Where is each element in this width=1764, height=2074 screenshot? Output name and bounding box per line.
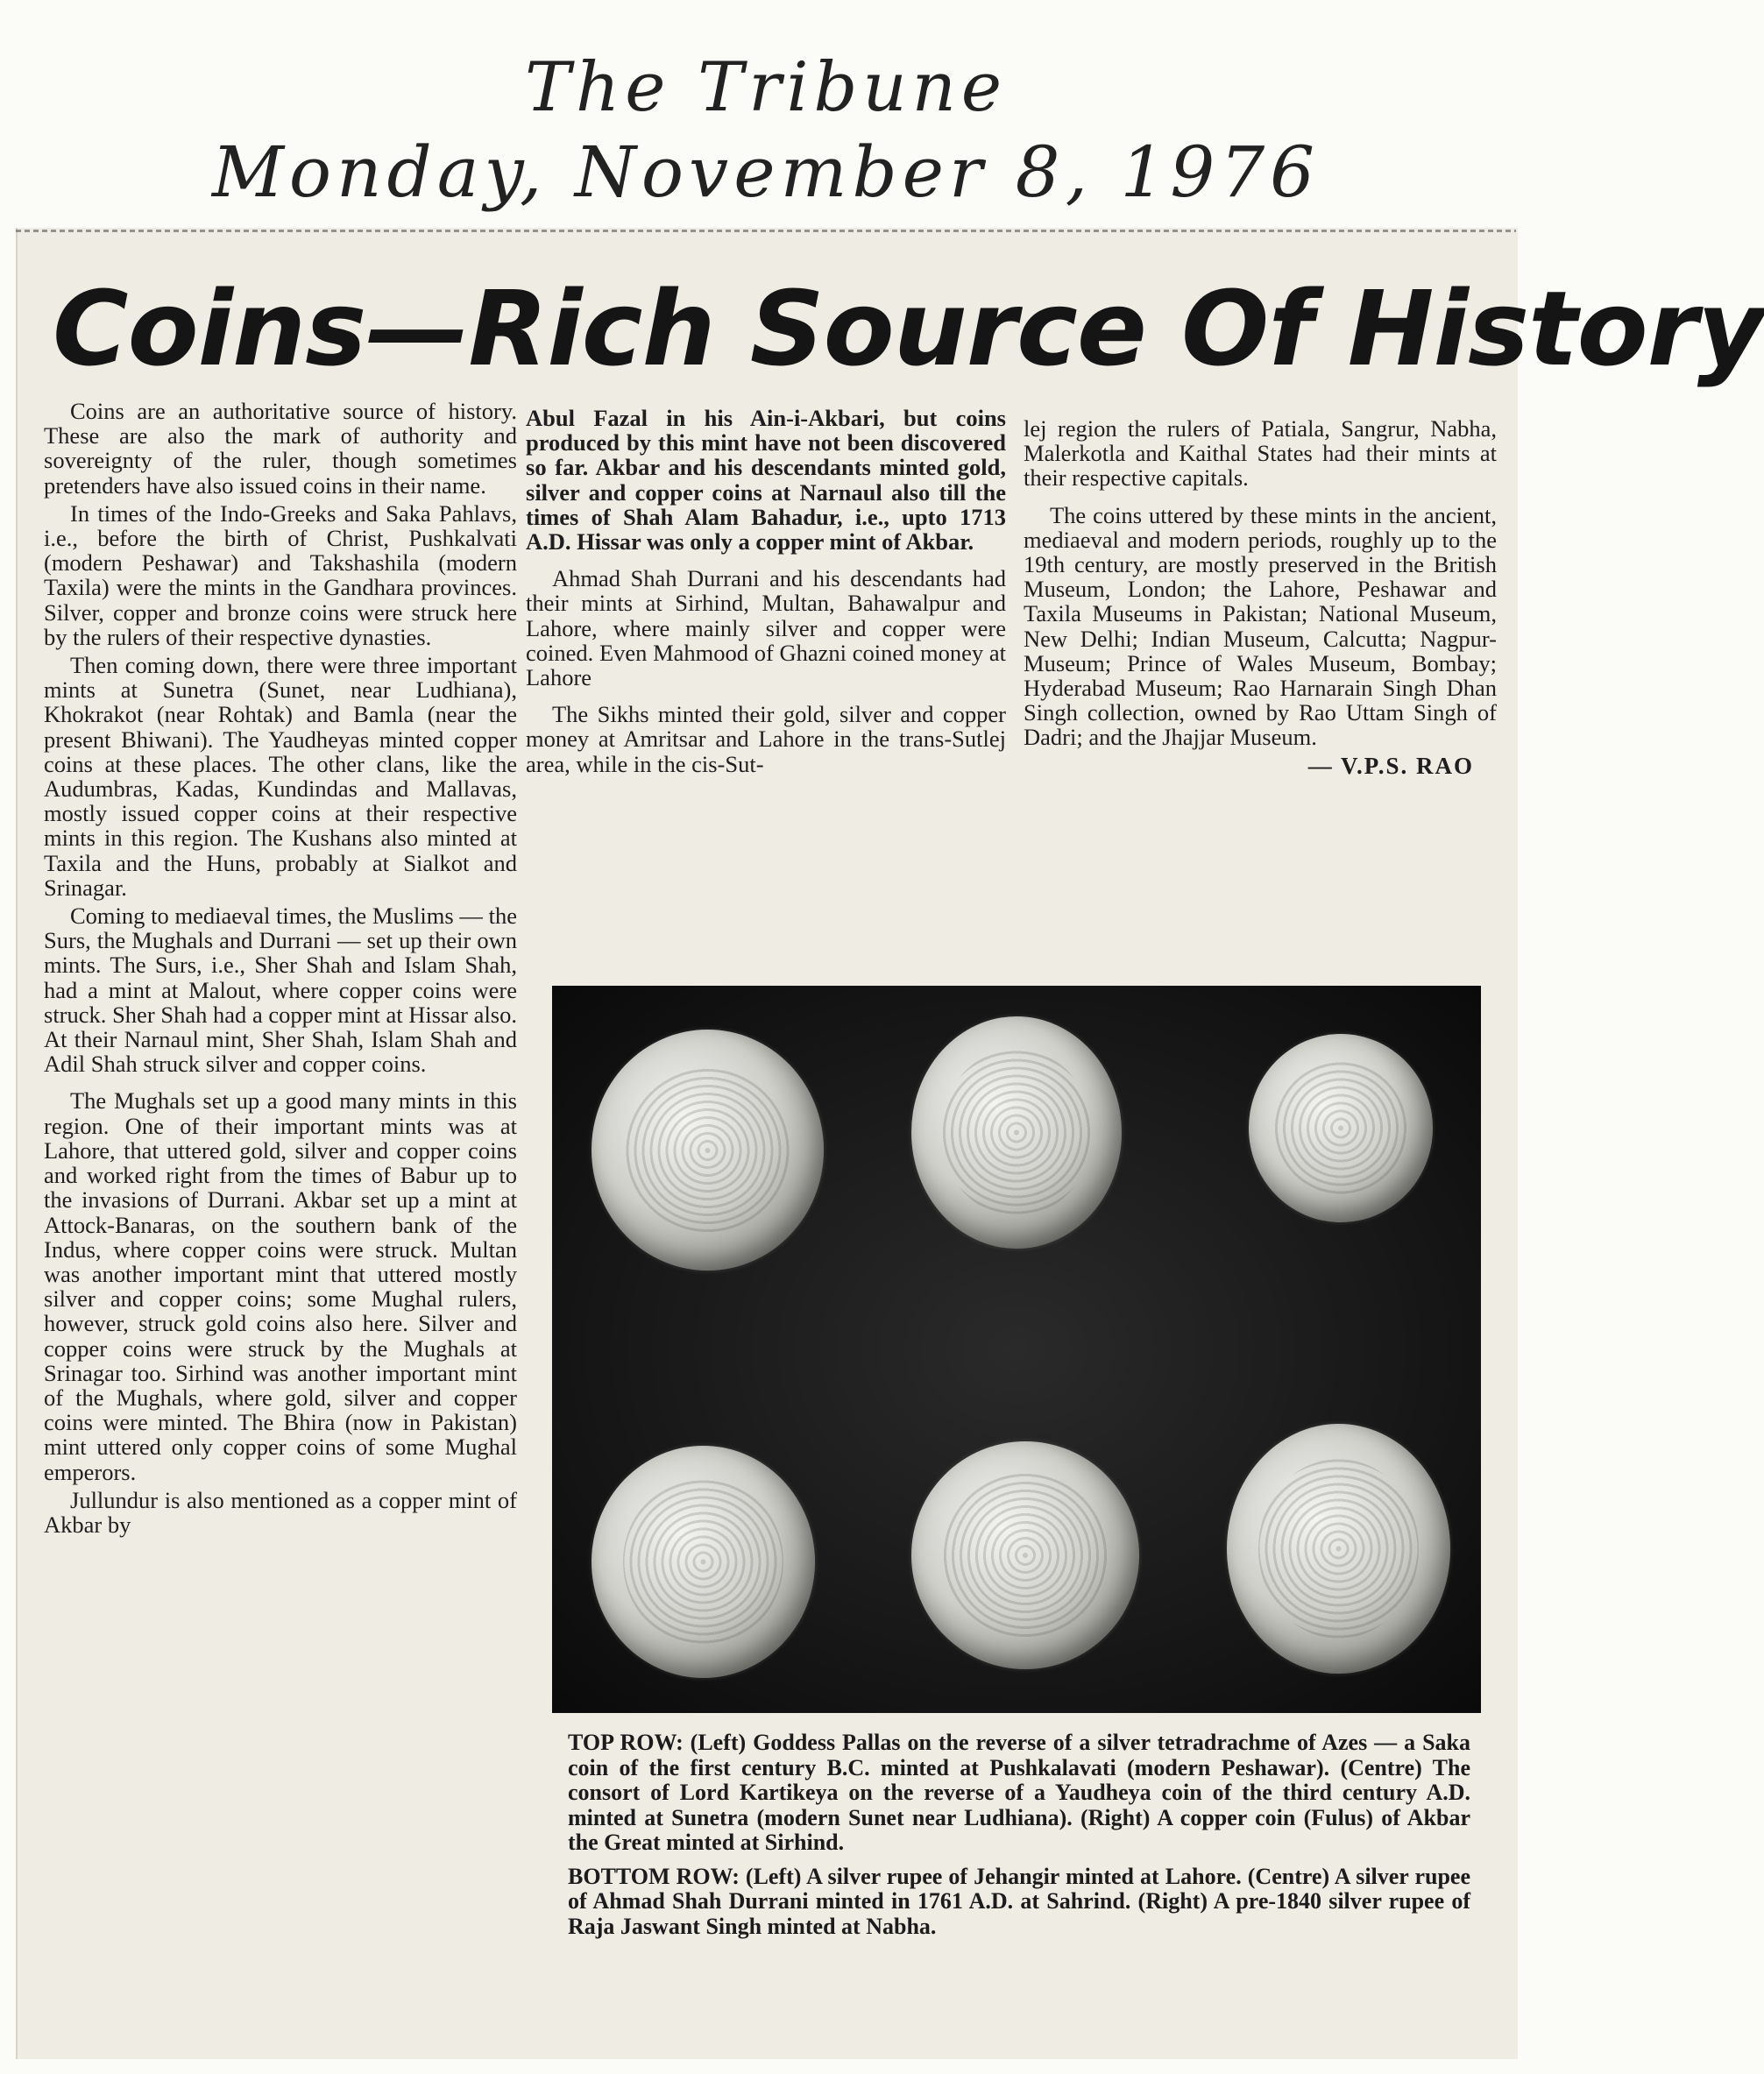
paragraph: Ahmad Shah Durrani and his descendants had their mints at Sirhind, Multan, Bahawalpur and Lahore, where mainly silver and copper were coined. Even Mahmood of Ghazni coined money at Lahore xyxy=(526,565,1006,691)
coin-jehangir-rupee xyxy=(592,1446,815,1678)
clipping-top-rule xyxy=(16,230,1516,232)
coin-durrani-rupee xyxy=(911,1441,1139,1669)
author-byline: — V.P.S. RAO xyxy=(1307,752,1474,779)
article-column-3 xyxy=(1024,416,1497,778)
article-headline: Coins—Rich Source Of History xyxy=(53,268,1764,389)
caption-bottom-row: BOTTOM ROW: (Left) A silver rupee of Jehangir minted at Lahore. (Centre) A silver rupee of Ahmad Shah Durrani minted in 1761 A.D. at Sahrind. (Right) A pre-1840 silver rupee of Raja Jaswant Singh minted at Nabha. xyxy=(568,1863,1470,1939)
paragraph: The Mughals set up a good many mints in this region. One of their important mints was at Lahore, that uttered gold, silver and copper coins and worked right from the times of Babur up to the invasions of Durrani. Akbar set up a mint at Attock-Banaras, on the southern bank of the Indus, where copper coins were struck. Multan was another important mint that uttered mostly silver and copper coins; some Mughal rulers, however, struck gold coins also here. Silver and copper coins were struck by the Mughals at Srinagar too. Sirhind was another important mint of the Mughals, where gold, silver and copper coins were minted. The Bhira (now in Pakistan) mint uttered only copper coins of some Mughal emperors. xyxy=(44,1087,517,1485)
coin-azes-tetradrachme xyxy=(592,1030,824,1271)
paragraph: In times of the Indo-Greeks and Saka Pahlavs, i.e., before the birth of Christ, Pushkalvati (modern Peshawar) and Takshashila (modern Taxila) were the mints in the Gandhara provinces. Silver, copper and bronze coins were struck here by the rulers of their respective dynasties. xyxy=(44,499,517,650)
handwritten-date: Monday, November 8, 1976 xyxy=(211,131,1321,213)
paragraph: Then coming down, there were three important mints at Sunetra (Sunet, near Ludhiana), Khokrakot (near Rohtak) and Bamla (near the present Bhiwani). The Yaudheyas minted copper coins at these places. The other clans, like the Audumbras, Kadas, Kundindas and Mallavas, mostly issued copper coins at their respective mints in this region. The Kushans also minted at Taxila and the Huns, probably at Sialkot and Srinagar. xyxy=(44,652,517,901)
article-column-1 xyxy=(44,399,517,1540)
paragraph-bold: Abul Fazal in his Ain-i-Akbari, but coins produced by this mint have not been discovered so far. Akbar and his descendants minted gold, silver and copper coins at Narnaul also till the times of Shah Alam Bahadur, i.e., upto 1713 A.D. Hissar was only a copper mint of Akbar. xyxy=(526,405,1006,556)
handwritten-newspaper-name: The Tribune xyxy=(524,48,1008,127)
caption-top-row: TOP ROW: (Left) Goddess Pallas on the reverse of a silver tetradrachme of Azes — a Saka coin of the first century B.C. minted at Pushkalavati (modern Peshawar). (Centre) The consort of Lord Kartikeya on the reverse of a Yaudheya coin of the third century A.D. minted at Sunetra (modern Sunet near Ludhiana). (Right) A copper coin (Fulus) of Akbar the Great minted at Sirhind. xyxy=(568,1730,1470,1855)
paragraph: The coins uttered by these mints in the ancient, mediaeval and modern periods, roughly up to the 19th century, are mostly preserved in the British Museum, London; the Lahore, Peshawar and Taxila Museums in Pakistan; National Museum, New Delhi; Indian Museum, Calcutta; Nagpur-Museum; Prince of Wales Museum, Bombay; Hyderabad Museum; Rao Harnarain Singh Dhan Singh collection, owned by Rao Uttam Singh of Dadri; and the Jhajjar Museum. xyxy=(1024,501,1497,751)
paragraph: Jullundur is also mentioned as a copper mint of Akbar by xyxy=(44,1486,517,1538)
coins-photograph xyxy=(552,986,1481,1713)
article-column-2 xyxy=(526,406,1006,780)
paragraph: Coins are an authoritative source of history. These are also the mark of authority and sovereignty of the ruler, though sometimes pretenders have also issued coins in their name. xyxy=(44,398,517,499)
coin-akbar-fulus xyxy=(1249,1034,1433,1222)
paragraph: Coming to mediaeval times, the Muslims — the Surs, the Mughals and Durrani — set up their own mints. The Surs, i.e., Sher Shah and Islam Shah, had a mint at Malout, where copper coins were struck. Sher Shah had a copper mint at Hissar also. At their Narnaul mint, Sher Shah, Islam Shah and Adil Shah struck silver and copper coins. xyxy=(44,903,517,1078)
coin-jaswant-singh-rupee xyxy=(1227,1424,1450,1674)
paragraph: lej region the rulers of Patiala, Sangrur, Nabha, Malerkotla and Kaithal States had their mints at their respective capitals. xyxy=(1024,415,1497,492)
coin-yaudheya xyxy=(911,1016,1122,1249)
paragraph: The Sikhs minted their gold, silver and copper money at Amritsar and Lahore in the trans-Sutlej area, while in the cis-Sut- xyxy=(526,701,1006,777)
photo-caption xyxy=(568,1731,1470,1948)
